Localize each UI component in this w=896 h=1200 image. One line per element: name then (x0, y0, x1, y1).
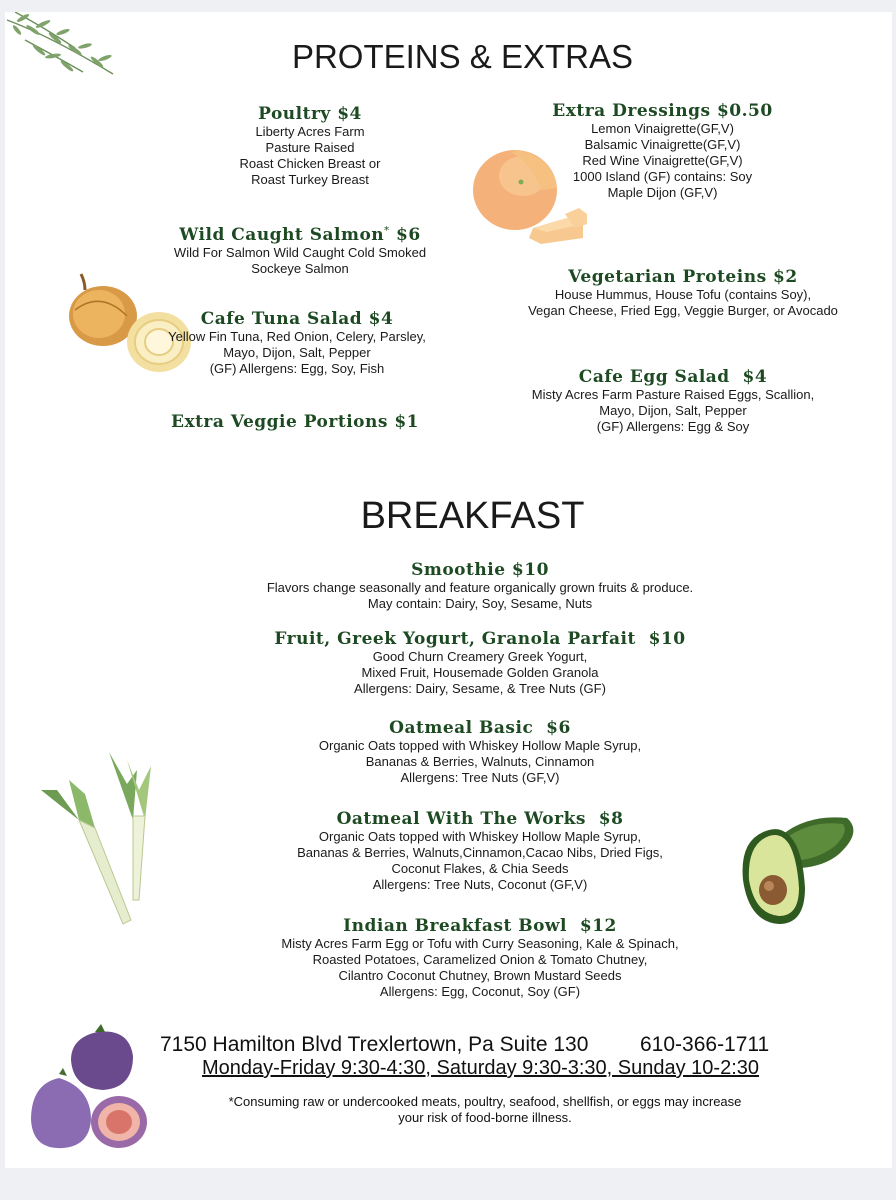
dressings-line: Maple Dijon (GF,V) (607, 185, 718, 200)
menu-page (5, 12, 892, 1168)
breakfast-item-line: Mixed Fruit, Housemade Golden Granola (361, 665, 599, 680)
egg-salad-line: (GF) Allergens: Egg & Soy (596, 419, 750, 434)
breakfast-item-line: Misty Acres Farm Egg or Tofu with Curry Seasoning, Kale & Spinach, (281, 936, 679, 951)
egg-salad-item (483, 367, 863, 435)
vegetarian-line: Vegan Cheese, Fried Egg, Veggie Burger, or Avocado (528, 303, 838, 318)
veggie-item (145, 412, 445, 432)
dressings-line: Lemon Vinaigrette(GF,V) (591, 121, 734, 136)
breakfast-item-line: Cilantro Coconut Chutney, Brown Mustard Seeds (338, 968, 622, 983)
tuna-line: (GF) Allergens: Egg, Soy, Fish (209, 361, 385, 376)
dressings-line: Balsamic Vinaigrette(GF,V) (584, 137, 741, 152)
breakfast-item-heading: Oatmeal With The Works $8 (336, 809, 624, 829)
avocado-icon (739, 812, 863, 926)
tuna-line: Mayo, Dijon, Salt, Pepper (223, 345, 371, 360)
salmon-line: Sockeye Salmon (251, 261, 349, 276)
dressings-line: Red Wine Vinaigrette(GF,V) (582, 153, 743, 168)
breakfast-item-line: Allergens: Tree Nuts (GF,V) (400, 770, 560, 785)
breakfast-item-line: Organic Oats topped with Whiskey Hollow Maple Syrup, (318, 738, 642, 753)
poultry-heading: Poultry $4 (258, 104, 362, 124)
salmon-line: Wild For Salmon Wild Caught Cold Smoked (173, 245, 427, 260)
poultry-item (185, 104, 435, 188)
breakfast-item-line: Roasted Potatoes, Caramelized Onion & Tomato Chutney, (312, 952, 648, 967)
dressings-line: 1000 Island (GF) contains: Soy (572, 169, 753, 184)
breakfast-item-line: Bananas & Berries, Walnuts, Cinnamon (365, 754, 595, 769)
breakfast-item-line: Allergens: Egg, Coconut, Soy (GF) (379, 984, 581, 999)
breakfast-item-line: Organic Oats topped with Whiskey Hollow Maple Syrup, (318, 829, 642, 844)
breakfast-item (180, 916, 780, 1000)
breakfast-item (180, 560, 780, 612)
disclaimer-line: *Consuming raw or undercooked meats, poultry, seafood, shellfish, or eggs may increase (228, 1094, 742, 1109)
breakfast-item (180, 718, 780, 786)
breakfast-item-line: May contain: Dairy, Soy, Sesame, Nuts (367, 596, 593, 611)
breakfast-item-line: Good Churn Creamery Greek Yogurt, (372, 649, 588, 664)
leek-icon (39, 750, 159, 930)
egg-salad-line: Mayo, Dijon, Salt, Pepper (599, 403, 747, 418)
salmon-heading (135, 225, 465, 245)
veggie-heading: Extra Veggie Portions $1 (170, 412, 420, 432)
breakfast-item-line: Flavors change seasonally and feature organically grown fruits & produce. (266, 580, 694, 595)
breakfast-item-heading: Indian Breakfast Bowl $12 (343, 916, 617, 936)
poultry-line: Liberty Acres Farm (255, 124, 365, 139)
tuna-line: Yellow Fin Tuna, Red Onion, Celery, Parsley, (168, 329, 426, 344)
breakfast-item-heading: Oatmeal Basic $6 (389, 718, 571, 738)
salmon-heading-price: $6 (389, 225, 421, 245)
breakfast-item-line: Bananas & Berries, Walnuts,Cinnamon,Cacao Nibs, Dried Figs, (297, 845, 663, 860)
phone-number: 610-366-1711 (640, 1033, 770, 1056)
breakfast-item-heading: Fruit, Greek Yogurt, Granola Parfait $10 (274, 629, 686, 649)
vegetarian-line: House Hummus, House Tofu (contains Soy), (554, 287, 812, 302)
address: 7150 Hamilton Blvd Trexlertown, Pa Suite 130 (160, 1033, 589, 1056)
poultry-line: Roast Turkey Breast (251, 172, 369, 187)
breakfast-item (180, 629, 780, 697)
salmon-item (135, 225, 465, 277)
disclaimer-line: your risk of food-borne illness. (398, 1110, 572, 1125)
breakfast-item-line: Allergens: Dairy, Sesame, & Tree Nuts (GF) (354, 681, 606, 696)
tuna-heading: Cafe Tuna Salad $4 (200, 309, 394, 329)
breakfast-item-line: Coconut Flakes, & Chia Seeds (391, 861, 569, 876)
salmon-asterisk: * (384, 225, 390, 237)
breakfast-title: BREAKFAST (360, 495, 585, 537)
tuna-item (137, 309, 457, 377)
fig-icon (29, 1024, 157, 1156)
breakfast-item-line: Allergens: Tree Nuts, Coconut (GF,V) (372, 877, 588, 892)
herb-sprig-icon (5, 12, 120, 84)
vegetarian-heading: Vegetarian Proteins $2 (568, 267, 798, 287)
proteins-title: PROTEINS & EXTRAS (291, 38, 634, 75)
poultry-line: Roast Chicken Breast or (239, 156, 381, 171)
poultry-line: Pasture Raised (265, 140, 355, 155)
dressings-heading: Extra Dressings $0.50 (552, 101, 773, 121)
egg-salad-heading: Cafe Egg Salad $4 (578, 367, 768, 387)
opening-hours: Monday-Friday 9:30-4:30, Saturday 9:30-3:30, Sunday 10-2:30 (201, 1057, 759, 1079)
vegetarian-item (483, 267, 883, 319)
breakfast-item (180, 809, 780, 893)
breakfast-item-heading: Smoothie $10 (411, 560, 549, 580)
salmon-heading-name: Wild Caught Salmon (179, 225, 385, 245)
dressings-item (525, 101, 800, 201)
egg-salad-line: Misty Acres Farm Pasture Raised Eggs, Scallion, (531, 387, 815, 402)
food-safety-disclaimer (165, 1094, 805, 1126)
